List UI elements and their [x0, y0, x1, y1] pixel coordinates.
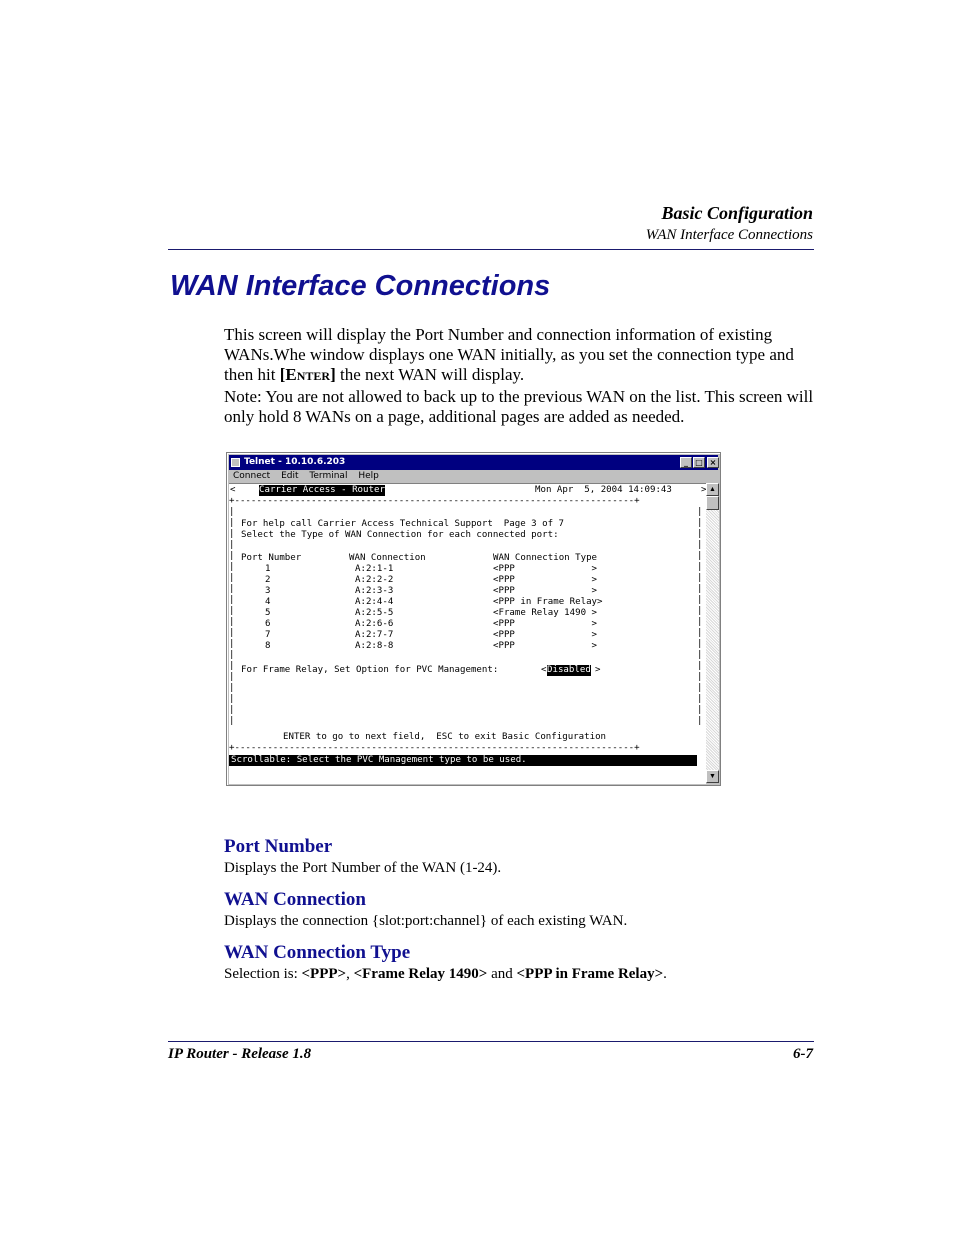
- col-header-port: Port Number: [241, 553, 302, 563]
- running-header-section: WAN Interface Connections: [645, 227, 813, 243]
- heading-wan-connection-type: WAN Connection Type: [224, 942, 411, 963]
- window-title: Telnet - 10.10.6.203: [244, 457, 346, 467]
- row-port: 3: [265, 586, 271, 596]
- intro-text: [224, 325, 824, 427]
- row-conn: A:2:4-4: [355, 597, 394, 607]
- row-type[interactable]: <PPP >: [493, 619, 598, 629]
- enter-key: [ENTER]: [279, 365, 336, 385]
- page-number: 6-7: [793, 1046, 813, 1062]
- row-port: 8: [265, 641, 271, 651]
- row-type[interactable]: <PPP >: [493, 586, 598, 596]
- option-ppp: <PPP>: [301, 966, 347, 982]
- nav-left-arrow[interactable]: <: [230, 485, 236, 495]
- row-type[interactable]: <PPP >: [493, 641, 598, 651]
- heading-wan-connection: WAN Connection: [224, 889, 366, 910]
- scroll-down-icon[interactable]: ▼: [706, 770, 719, 783]
- row-conn: A:2:1-1: [355, 564, 394, 574]
- page-title: WAN Interface Connections: [170, 270, 551, 302]
- row-type[interactable]: <Frame Relay 1490 >: [493, 608, 598, 618]
- help-line: For help call Carrier Access Technical Support Page 3 of 7: [241, 519, 565, 529]
- col-header-wan-connection: WAN Connection: [349, 553, 426, 563]
- terminal-screen[interactable]: [229, 483, 706, 784]
- minimize-icon[interactable]: _: [680, 457, 692, 468]
- terminal-border-top: +-------------------------------------------------------------------------+: [229, 496, 640, 506]
- row-type[interactable]: <PPP >: [493, 630, 598, 640]
- row-type[interactable]: <PPP >: [493, 564, 598, 574]
- pvc-open-bracket: <: [541, 665, 547, 675]
- col-header-wan-type: WAN Connection Type: [493, 553, 598, 563]
- option-ppp-in-frame-relay: <PPP in Frame Relay>: [516, 966, 664, 982]
- footer-rule: [168, 1041, 814, 1042]
- pvc-label: For Frame Relay, Set Option for PVC Management:: [241, 665, 499, 675]
- menu-connect[interactable]: Connect: [233, 471, 271, 481]
- terminal-border-right: | | | | | | | | | | | | | | | | | | | |: [697, 507, 703, 726]
- row-port: 1: [265, 564, 271, 574]
- running-header-chapter: Basic Configuration: [661, 203, 813, 223]
- pvc-value[interactable]: Disabled: [547, 665, 591, 675]
- close-icon[interactable]: ×: [707, 457, 719, 468]
- telnet-app-icon: [231, 458, 240, 467]
- row-conn: A:2:3-3: [355, 586, 394, 596]
- menu-bar: [229, 470, 718, 483]
- scroll-up-icon[interactable]: ▲: [706, 483, 719, 496]
- row-type[interactable]: <PPP in Frame Relay>: [493, 597, 603, 607]
- footer-hint: ENTER to go to next field, ESC to exit Basic Configuration: [283, 732, 607, 742]
- footer-product: IP Router - Release 1.8: [168, 1046, 312, 1062]
- menu-terminal[interactable]: Terminal: [309, 471, 348, 481]
- intro-line: This screen will display the Port Number and connection information of existing WANs.Whe window displays one WAN initially, as you set the connection type and then hit: [224, 325, 794, 385]
- row-conn: A:2:6-6: [355, 619, 394, 629]
- row-port: 2: [265, 575, 271, 585]
- pvc-close-bracket: >: [595, 665, 601, 675]
- select-line: Select the Type of WAN Connection for each connected port:: [241, 530, 559, 540]
- row-conn: A:2:5-5: [355, 608, 394, 618]
- header-rule: [168, 249, 814, 250]
- desc-wan-connection-type: Selection is: <PPP>, <Frame Relay 1490> and <PPP in Frame Relay>.: [224, 966, 667, 982]
- menu-edit[interactable]: Edit: [281, 471, 299, 481]
- heading-port-number: Port Number: [224, 836, 333, 857]
- vertical-scrollbar[interactable]: [706, 483, 719, 783]
- status-text: Scrollable: Select the PVC Management type to be used.: [231, 755, 527, 765]
- scroll-thumb[interactable]: [706, 496, 719, 510]
- intro-note: Note: You are not allowed to back up to the previous WAN on the list. This screen will only hold 8 WANs on a page, additional pages are added as needed.: [224, 386, 814, 426]
- row-conn: A:2:2-2: [355, 575, 394, 585]
- row-port: 7: [265, 630, 271, 640]
- option-frame-relay: <Frame Relay 1490>: [353, 966, 488, 982]
- row-conn: A:2:8-8: [355, 641, 394, 651]
- row-port: 4: [265, 597, 271, 607]
- telnet-window: [226, 452, 721, 786]
- row-type[interactable]: <PPP >: [493, 575, 598, 585]
- row-conn: A:2:7-7: [355, 630, 394, 640]
- window-titlebar[interactable]: [229, 455, 718, 470]
- desc-port-number: Displays the Port Number of the WAN (1-24).: [224, 860, 502, 876]
- terminal-border-bottom: +-------------------------------------------------------------------------+: [229, 743, 640, 753]
- row-port: 6: [265, 619, 271, 629]
- intro-line-end: the next WAN will display.: [335, 365, 525, 385]
- terminal-border-left: | | | | | | | | | | | | | | | | | | | |: [229, 507, 235, 726]
- desc-wan-connection: Displays the connection {slot:port:channel} of each existing WAN.: [224, 913, 628, 929]
- nav-right-arrow[interactable]: >: [701, 485, 707, 495]
- menu-help[interactable]: Help: [358, 471, 379, 481]
- maximize-icon[interactable]: □: [693, 457, 705, 468]
- system-name: Carrier Access - Router: [259, 485, 385, 495]
- row-port: 5: [265, 608, 271, 618]
- system-datetime: Mon Apr 5, 2004 14:09:43: [535, 485, 672, 495]
